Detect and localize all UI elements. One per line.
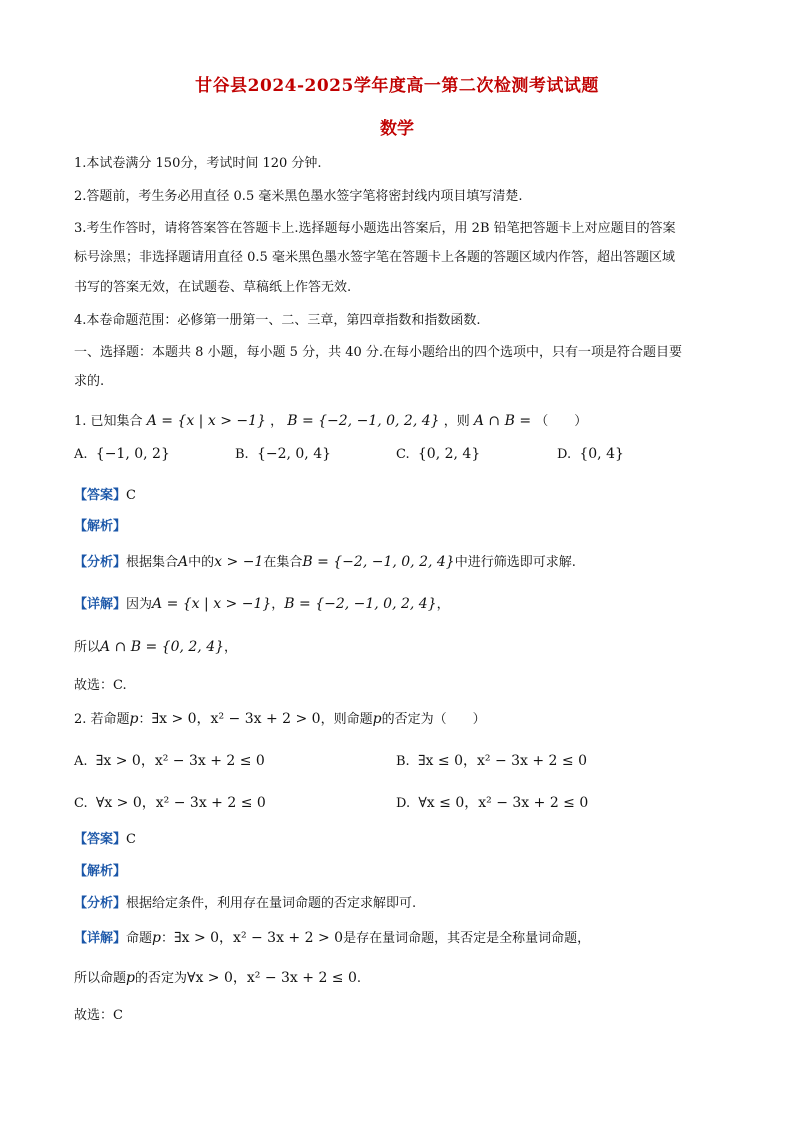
subject-title: 数学 <box>380 119 414 139</box>
xiangjie-tag: 【详解】 <box>74 597 127 612</box>
q1-option-a: A. {−1, 0, 2} <box>74 446 170 462</box>
q2-stem: 2. 若命题p：∃x > 0，x² − 3x + 2 > 0，则命题p的否定为（ ） <box>74 711 486 727</box>
q1-set-b: B = {−2, −1, 0, 2, 4} <box>287 413 440 429</box>
q2-fenxi: 【分析】根据给定条件，利用存在量词命题的否定求解即可. <box>74 896 417 911</box>
q1-conclusion: 所以A ∩ B = {0, 2, 4}， <box>74 639 238 655</box>
note-3: 3.考生作答时，请将答案答在答题卡上.选择题每小题选出答案后，用 2B 铅笔把答题卡上对应题目的答案 <box>74 221 676 236</box>
note-2: 2.答题前，考生务必用直径 0.5 毫米黑色墨水签字笔将密封线内项目填写清楚. <box>74 189 523 204</box>
q1-comma: ， <box>270 414 284 429</box>
q2-option-d: D. ∀x ≤ 0，x² − 3x + 2 ≤ 0 <box>396 795 589 811</box>
note-4: 4.本卷命题范围：必修第一册第一、二、三章，第四章指数和指数函数. <box>74 313 481 328</box>
q2-option-c: C. ∀x > 0，x² − 3x + 2 ≤ 0 <box>74 795 266 811</box>
q2-option-a: A. ∃x > 0，x² − 3x + 2 ≤ 0 <box>74 753 265 769</box>
note-3-cont2: 书写的答案无效，在试题卷、草稿纸上作答无效. <box>74 280 352 295</box>
q1-final: 故选：C. <box>74 678 127 693</box>
q2-answer: 【答案】C <box>74 832 136 847</box>
exam-title: 甘谷县2024-2025学年度高一第二次检测考试试题 <box>195 76 599 96</box>
q1-answer-value: C <box>126 488 136 503</box>
q1-analysis-tag: 【解析】 <box>74 519 127 534</box>
q1-paren: （ ） <box>535 414 588 429</box>
q1-suffix: ，则 <box>443 414 470 429</box>
q2-analysis-tag: 【解析】 <box>74 864 127 879</box>
q2-final: 故选：C <box>74 1008 123 1023</box>
q2-conclusion: 所以命题p的否定为∀x > 0，x² − 3x + 2 ≤ 0. <box>74 970 362 986</box>
q1-answer <box>74 484 136 503</box>
q1-fenxi: 【分析】根据集合A中的x > −1在集合B = {−2, −1, 0, 2, 4}中进行筛选即可求解. <box>74 554 576 570</box>
q1-xiangjie: 【详解】因为A = {x | x > −1}，B = {−2, −1, 0, 2, 4}， <box>74 596 450 612</box>
q1-option-d: D. {0, 4} <box>557 446 624 462</box>
note-3-cont: 标号涂黑；非选择题请用直径 0.5 毫米黑色墨水签字笔在答题卡上各题的答题区域内作答，超出答题区域 <box>74 250 675 265</box>
answer-tag: 【答案】 <box>74 488 127 503</box>
section-heading: 一、选择题：本题共 8 小题，每小题 5 分，共 40 分.在每小题给出的四个选项中，只有一项是符合题目要 <box>74 345 683 360</box>
q2-option-b: B. ∃x ≤ 0，x² − 3x + 2 ≤ 0 <box>396 753 587 769</box>
q2-xiangjie: 【详解】命题p：∃x > 0，x² − 3x + 2 > 0是存在量词命题，其否定是全称量词命题， <box>74 930 591 946</box>
q1-prefix: 1. 已知集合 <box>74 414 143 429</box>
note-1: 1.本试卷满分 150分，考试时间 120 分钟. <box>74 156 322 171</box>
section-heading-cont: 求的. <box>74 374 105 389</box>
q1-option-b: B. {−2, 0, 4} <box>235 446 332 462</box>
q1-question: A ∩ B = <box>473 413 532 429</box>
q1-option-c: C. {0, 2, 4} <box>396 446 481 462</box>
q1-set-a: A = {x | x > −1} <box>146 413 266 429</box>
fenxi-tag: 【分析】 <box>74 555 127 570</box>
q1-stem <box>74 410 587 429</box>
